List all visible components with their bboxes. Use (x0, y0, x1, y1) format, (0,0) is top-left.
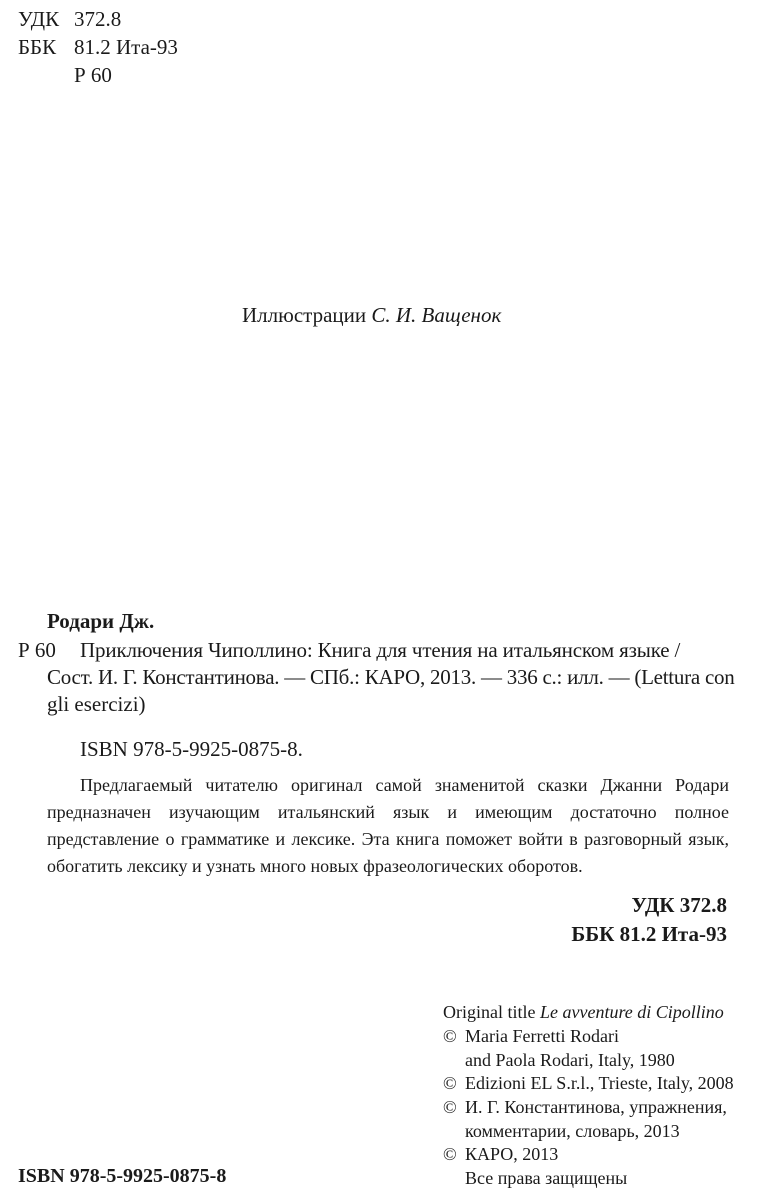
udk-row (18, 5, 122, 33)
title-line-2: Сост. И. Г. Константинова. — СПб.: КАРО, 2013. — 336 с.: илл. — (Lettura con (47, 665, 735, 689)
isbn-record: ISBN 978-5-9925-0875-8. (80, 737, 303, 761)
annotation-text: Предлагаемый читателю оригинал самой знаменитой сказки Джанни Родари предназначен изучающим итальянский язык и имеющим достаточно полное представление о грамматике и лексике. Эта книга поможет войти в разговорный язык, обогатить лексику и узнать много новых фразеологических оборотов. (47, 775, 729, 876)
illustrator-name: С. И. Ващенок (371, 303, 502, 327)
copyright-4-text: КАРО, 2013 (465, 1144, 559, 1164)
copyright-3 (443, 1096, 727, 1120)
copyright-2-text: Edizioni EL S.r.l., Trieste, Italy, 2008 (465, 1073, 734, 1093)
isbn-bottom: ISBN 978-5-9925-0875-8 (18, 1165, 227, 1187)
illustrations-credit (242, 301, 501, 329)
author-heading: Родари Дж. (47, 609, 155, 633)
original-title-line (443, 1001, 724, 1025)
title-line-1: Приключения Чиполлино: Книга для чтения на итальянском языке / (80, 638, 681, 662)
copyright-1 (443, 1025, 619, 1049)
copyright-1-line-1: Maria Ferretti Rodari (465, 1026, 619, 1046)
copyright-symbol: © (443, 1026, 457, 1046)
copyright-3-line-2: комментарии, словарь, 2013 (465, 1121, 680, 1141)
copyright-3-line-1: И. Г. Константинова, упражнения, (465, 1097, 727, 1117)
copyright-1-cont (443, 1049, 675, 1073)
copyright-symbol: © (443, 1097, 457, 1117)
rights-line (443, 1167, 627, 1191)
copyright-2 (443, 1072, 734, 1096)
bbk-value: 81.2 Ита-93 (74, 35, 178, 59)
author-mark-top: Р 60 (74, 63, 112, 87)
author-mark-row (18, 61, 112, 89)
bbk-bottom: ББК 81.2 Ита-93 (571, 922, 727, 946)
copyright-3-cont (443, 1120, 680, 1144)
udk-value: 372.8 (74, 7, 122, 31)
udk-label: УДК (18, 7, 60, 31)
rights-reserved: Все права защищены (465, 1168, 628, 1188)
illustrations-prefix: Иллюстрации (242, 303, 372, 327)
copyright-symbol: © (443, 1073, 457, 1093)
bbk-row (18, 33, 178, 61)
original-title-label: Original title (443, 1002, 540, 1022)
copyright-4 (443, 1143, 558, 1167)
title-line-3: gli esercizi) (47, 692, 146, 716)
bbk-label: ББК (18, 35, 57, 59)
author-mark: Р 60 (18, 638, 56, 662)
copyright-1-line-2: and Paola Rodari, Italy, 1980 (465, 1050, 675, 1070)
annotation (47, 772, 729, 880)
copyright-symbol: © (443, 1144, 457, 1164)
udk-bottom: УДК 372.8 (631, 893, 727, 917)
original-title: Le avventure di Cipollino (539, 1002, 724, 1022)
